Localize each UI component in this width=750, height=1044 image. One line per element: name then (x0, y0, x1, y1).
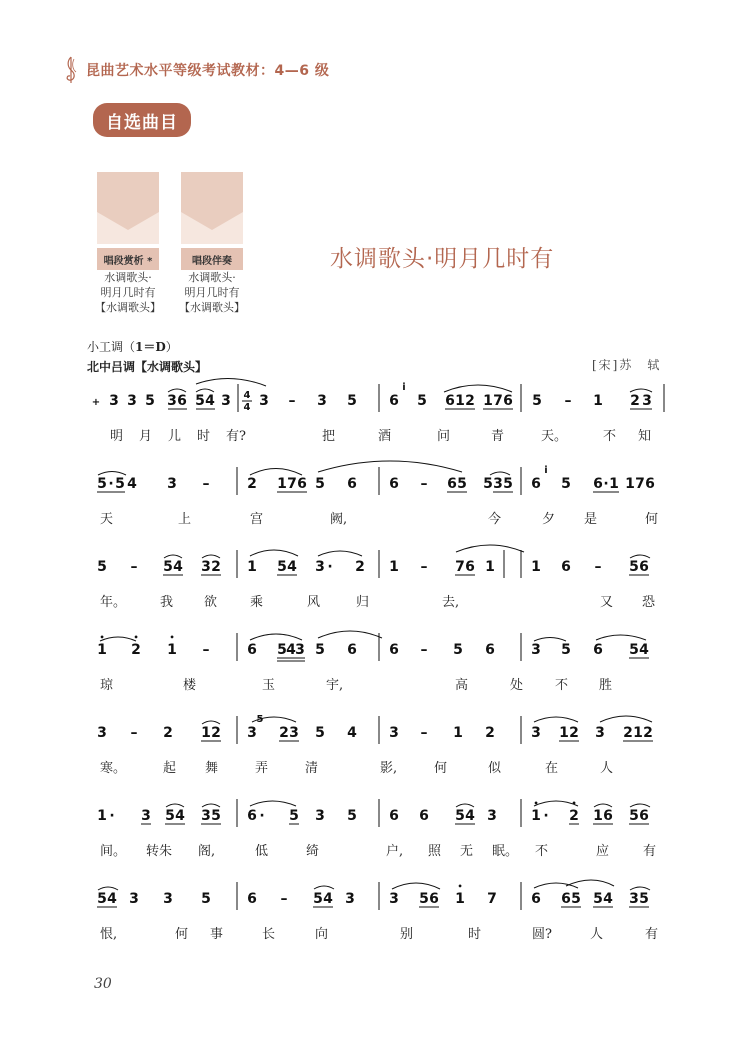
svg-text:5: 5 (483, 476, 493, 492)
lyric-syllable: 楼 (183, 678, 197, 693)
svg-text:3: 3 (315, 808, 325, 824)
svg-text:3: 3 (345, 891, 355, 907)
svg-text:5: 5 (347, 393, 357, 409)
svg-text:1: 1 (455, 393, 465, 409)
lyric-syllable: 处 (510, 678, 524, 693)
svg-text:2: 2 (569, 725, 579, 741)
svg-text:1: 1 (389, 559, 399, 575)
key-signature: 小工调（1＝D） (87, 340, 178, 354)
svg-text:1: 1 (633, 725, 643, 741)
lyric-syllable: 户, (386, 844, 404, 859)
svg-text:5: 5 (347, 808, 357, 824)
lyric-syllable: 去, (442, 595, 460, 610)
svg-text:2: 2 (279, 725, 289, 741)
svg-text:5: 5 (97, 891, 107, 907)
svg-text:–: – (420, 642, 428, 658)
lyric-syllable: 阁, (198, 844, 216, 859)
svg-text:3: 3 (201, 559, 211, 575)
svg-text:5: 5 (277, 559, 287, 575)
svg-text:–: – (202, 476, 210, 492)
svg-text:3: 3 (289, 725, 299, 741)
lyric-syllable: 转朱 (146, 844, 173, 859)
svg-text:6: 6 (297, 476, 307, 492)
lyric-syllable: 人 (590, 927, 604, 942)
svg-text:2: 2 (163, 725, 173, 741)
svg-text:2: 2 (643, 725, 653, 741)
score-row-1 (92, 378, 664, 413)
svg-text:1: 1 (201, 725, 211, 741)
svg-text:2: 2 (247, 476, 257, 492)
svg-text:7: 7 (493, 393, 503, 409)
svg-text:–: – (202, 642, 210, 658)
lyric-syllable: 玉 (262, 678, 276, 693)
svg-text:5: 5 (453, 642, 463, 658)
score-row-4 (97, 631, 649, 661)
lyric-syllable: 高 (455, 678, 469, 693)
svg-text:6: 6 (639, 808, 649, 824)
svg-text:6: 6 (389, 476, 399, 492)
svg-text:2: 2 (211, 725, 221, 741)
svg-text:3: 3 (295, 642, 305, 658)
svg-text:3: 3 (487, 808, 497, 824)
lyric-syllable: 应 (596, 844, 610, 859)
svg-text:6: 6 (247, 808, 257, 824)
section-badge: 自选曲目 (93, 103, 191, 137)
svg-text:4: 4 (243, 402, 251, 413)
lyric-syllable: 在 (545, 761, 559, 776)
svg-text:6: 6 (639, 559, 649, 575)
lyric-syllable: 天。 (541, 429, 568, 444)
svg-text:3: 3 (201, 808, 211, 824)
card-label: 唱段伴奏 (181, 248, 243, 270)
lyric-syllable: 不 (555, 678, 569, 693)
svg-text:4: 4 (175, 808, 185, 824)
svg-text:3: 3 (315, 559, 325, 575)
lyric-syllable: 天 (100, 512, 114, 527)
svg-text:5: 5 (97, 559, 107, 575)
score-row-2 (97, 461, 655, 495)
lyric-syllable: 时 (468, 927, 482, 942)
svg-text:6: 6 (465, 559, 475, 575)
svg-text:4: 4 (127, 476, 137, 492)
svg-text:1: 1 (97, 642, 107, 658)
svg-text:6: 6 (593, 476, 603, 492)
lyric-syllable: 归 (356, 595, 370, 610)
svg-text:•: • (99, 633, 105, 642)
lyric-syllable: 绮 (306, 844, 320, 859)
lyric-syllable: 年。 (100, 595, 127, 610)
lyric-syllable: 明 (110, 429, 124, 444)
svg-text:5: 5 (165, 808, 175, 824)
svg-text:4: 4 (243, 390, 251, 401)
svg-text:–: – (130, 559, 138, 575)
svg-text:6: 6 (389, 393, 399, 409)
svg-text:3: 3 (221, 393, 231, 409)
svg-text:2: 2 (211, 559, 221, 575)
lyric-syllable: 今 (488, 512, 502, 527)
svg-text:6: 6 (447, 476, 457, 492)
svg-text:5: 5 (97, 476, 107, 492)
svg-text:1: 1 (593, 808, 603, 824)
svg-text:·: · (603, 476, 609, 492)
lyric-syllable: 恨, (100, 927, 118, 942)
lyric-syllable: 胜 (599, 678, 613, 693)
svg-text:1: 1 (167, 642, 177, 658)
svg-text:5: 5 (277, 642, 287, 658)
svg-text:–: – (564, 393, 572, 409)
svg-text:·: · (543, 808, 549, 824)
svg-text:4: 4 (323, 891, 333, 907)
svg-text:3: 3 (109, 393, 119, 409)
svg-text:1: 1 (559, 725, 569, 741)
svg-text:•: • (533, 799, 539, 808)
lyric-syllable: 低 (255, 844, 269, 859)
lyric-syllable: 向 (315, 927, 329, 942)
lyric-syllable: 影, (380, 761, 398, 776)
svg-text:–: – (420, 559, 428, 575)
svg-text:–: – (280, 891, 288, 907)
svg-text:i: i (402, 382, 406, 393)
svg-text:4: 4 (287, 559, 297, 575)
svg-text:4: 4 (173, 559, 183, 575)
lyric-syllable: 事 (210, 927, 224, 942)
svg-text:3: 3 (141, 808, 151, 824)
svg-text:–: – (130, 725, 138, 741)
svg-text:3: 3 (97, 725, 107, 741)
svg-text:5: 5 (639, 891, 649, 907)
svg-text:6: 6 (347, 642, 357, 658)
svg-text:5: 5 (256, 714, 264, 725)
lyric-syllable: 夕 (542, 512, 556, 527)
lyric-syllable: 把 (322, 429, 336, 444)
svg-text:5: 5 (289, 808, 299, 824)
svg-text:•: • (571, 799, 577, 808)
lyric-syllable: 不 (535, 844, 549, 859)
lyric-syllable: 似 (488, 761, 502, 776)
lyric-syllable: 有? (226, 429, 246, 444)
svg-text:1: 1 (453, 725, 463, 741)
svg-text:5: 5 (561, 642, 571, 658)
svg-text:2: 2 (485, 725, 495, 741)
svg-text:1: 1 (247, 559, 257, 575)
lyric-syllable: 宫 (250, 512, 264, 527)
svg-text:5: 5 (115, 476, 125, 492)
lyric-syllable: 又 (600, 595, 614, 610)
svg-text:6: 6 (531, 476, 541, 492)
lyric-syllable: 儿 (168, 429, 182, 444)
lyric-syllable: 何 (175, 927, 189, 942)
lyric-syllable: 照 (428, 844, 442, 859)
lyric-syllable: 时 (197, 429, 211, 444)
svg-text:3: 3 (167, 393, 177, 409)
lyric-syllable: 眠。 (492, 844, 519, 859)
svg-text:6: 6 (419, 808, 429, 824)
svg-text:4: 4 (286, 642, 296, 658)
svg-text:3: 3 (629, 891, 639, 907)
svg-text:6: 6 (531, 891, 541, 907)
svg-text:1: 1 (531, 559, 541, 575)
svg-text:2: 2 (465, 393, 475, 409)
score-row-6 (97, 799, 650, 827)
svg-text:3: 3 (595, 725, 605, 741)
author-label: [宋]苏 轼 (592, 358, 662, 372)
svg-text:3: 3 (531, 725, 541, 741)
lyric-syllable: 别 (400, 927, 414, 942)
svg-text:3: 3 (317, 393, 327, 409)
svg-text:7: 7 (455, 559, 465, 575)
svg-text:1: 1 (277, 476, 287, 492)
svg-text:4: 4 (347, 725, 357, 741)
svg-text:4: 4 (639, 642, 649, 658)
lyric-syllable: 有 (643, 844, 657, 859)
svg-text:5: 5 (629, 642, 639, 658)
svg-text:4: 4 (107, 891, 117, 907)
lyric-syllable: 风 (307, 595, 321, 610)
svg-text:5: 5 (455, 808, 465, 824)
card-label: 唱段赏析 * (97, 248, 159, 270)
svg-text:5: 5 (457, 476, 467, 492)
svg-text:6: 6 (177, 393, 187, 409)
svg-text:5: 5 (313, 891, 323, 907)
svg-text:6: 6 (561, 891, 571, 907)
svg-text:3: 3 (389, 725, 399, 741)
svg-text:4: 4 (465, 808, 475, 824)
svg-text:2: 2 (355, 559, 365, 575)
svg-text:•: • (169, 633, 175, 642)
lyric-syllable: 起 (163, 761, 177, 776)
svg-text:1: 1 (485, 559, 495, 575)
svg-text:3: 3 (259, 393, 269, 409)
svg-text:3: 3 (163, 891, 173, 907)
svg-text:2: 2 (569, 808, 579, 824)
svg-text:3: 3 (493, 476, 503, 492)
lyric-syllable: 不 (603, 429, 617, 444)
header-title: 昆曲艺术水平等级考试教材：4—6 级 (86, 63, 330, 79)
lyric-syllable: 宇, (326, 678, 344, 693)
lyric-syllable: 上 (178, 512, 192, 527)
svg-text:1: 1 (483, 393, 493, 409)
svg-text:6: 6 (503, 393, 513, 409)
svg-text:i: i (544, 465, 548, 476)
svg-text:–: – (420, 476, 428, 492)
lyric-syllable: 阙, (330, 512, 348, 527)
svg-text:•: • (457, 882, 463, 891)
svg-text:3: 3 (247, 725, 257, 741)
svg-text:6: 6 (593, 642, 603, 658)
svg-text:5: 5 (163, 559, 173, 575)
svg-text:3: 3 (167, 476, 177, 492)
svg-text:·: · (109, 808, 115, 824)
svg-text:5: 5 (315, 725, 325, 741)
lyric-syllable: 弄 (255, 761, 269, 776)
svg-text:1: 1 (625, 476, 635, 492)
lyric-syllable: 何 (645, 512, 659, 527)
svg-text:–: – (594, 559, 602, 575)
svg-text:·: · (259, 808, 265, 824)
lyric-syllable: 圆? (532, 927, 552, 942)
svg-text:6: 6 (603, 808, 613, 824)
lyric-syllable: 有 (645, 927, 659, 942)
svg-text:1: 1 (455, 891, 465, 907)
svg-text:6: 6 (247, 642, 257, 658)
svg-text:5: 5 (315, 476, 325, 492)
svg-text:5: 5 (629, 808, 639, 824)
svg-text:5: 5 (629, 559, 639, 575)
lyric-syllable: 问 (437, 429, 451, 444)
svg-text:4: 4 (205, 393, 215, 409)
song-title: 水调歌头·明月几时有 (330, 246, 555, 272)
lyric-syllable: 清 (305, 761, 319, 776)
svg-text:1: 1 (609, 476, 619, 492)
svg-text:6: 6 (389, 808, 399, 824)
svg-text:–: – (288, 393, 296, 409)
svg-text:·: · (108, 476, 114, 492)
svg-text:+: + (91, 397, 101, 408)
svg-text:6: 6 (561, 559, 571, 575)
card-caption: 水调歌头· 明月几时有 【水调歌头】 (95, 271, 161, 314)
svg-text:7: 7 (287, 476, 297, 492)
svg-text:5: 5 (419, 891, 429, 907)
svg-text:2: 2 (630, 393, 640, 409)
svg-text:5: 5 (417, 393, 427, 409)
svg-text:2: 2 (623, 725, 633, 741)
svg-text:3: 3 (389, 891, 399, 907)
svg-text:5: 5 (561, 476, 571, 492)
svg-text:6: 6 (645, 476, 655, 492)
mode-label: 北中吕调【水调歌头】 (87, 360, 208, 374)
lyric-syllable: 琼 (100, 678, 114, 693)
svg-text:5: 5 (315, 642, 325, 658)
svg-text:3: 3 (127, 393, 137, 409)
svg-text:7: 7 (487, 891, 497, 907)
svg-text:1: 1 (97, 808, 107, 824)
svg-text:6: 6 (445, 393, 455, 409)
lyric-syllable: 无 (460, 844, 474, 859)
lyric-syllable: 恐 (642, 595, 656, 610)
svg-text:4: 4 (603, 891, 613, 907)
svg-text:3: 3 (129, 891, 139, 907)
card-caption: 水调歌头· 明月几时有 【水调歌头】 (179, 271, 245, 314)
svg-text:7: 7 (635, 476, 645, 492)
svg-text:1: 1 (531, 808, 541, 824)
svg-text:5: 5 (211, 808, 221, 824)
svg-text:2: 2 (131, 642, 141, 658)
lyric-syllable: 舞 (205, 761, 219, 776)
lyric-syllable: 长 (262, 927, 276, 942)
lyric-syllable: 是 (584, 512, 598, 527)
score-row-5 (97, 714, 653, 744)
svg-text:6: 6 (389, 642, 399, 658)
lyric-syllable: 知 (638, 429, 652, 444)
lyric-syllable: 寒。 (100, 761, 127, 776)
svg-text:3: 3 (531, 642, 541, 658)
lyric-syllable: 酒 (378, 429, 392, 444)
svg-text:6: 6 (429, 891, 439, 907)
lyric-syllable: 欲 (204, 595, 218, 610)
svg-text:6: 6 (347, 476, 357, 492)
lyric-syllable: 乘 (250, 595, 264, 610)
score-row-7 (97, 880, 650, 910)
svg-text:6: 6 (247, 891, 257, 907)
svg-text:3: 3 (642, 393, 652, 409)
lyric-syllable: 间。 (100, 844, 127, 859)
page-number: 30 (94, 976, 112, 992)
lyric-syllable: 青 (491, 429, 505, 444)
svg-text:·: · (327, 559, 333, 575)
svg-text:1: 1 (593, 393, 603, 409)
svg-text:5: 5 (503, 476, 513, 492)
svg-text:•: • (133, 633, 139, 642)
svg-text:6: 6 (485, 642, 495, 658)
svg-text:5: 5 (532, 393, 542, 409)
svg-text:5: 5 (195, 393, 205, 409)
svg-text:5: 5 (593, 891, 603, 907)
score-row-3 (97, 545, 650, 578)
lyric-syllable: 人 (600, 761, 614, 776)
svg-text:5: 5 (145, 393, 155, 409)
lyric-syllable: 月 (139, 429, 153, 444)
lyric-syllable: 我 (160, 595, 174, 610)
lyric-syllable: 何 (434, 761, 448, 776)
svg-text:5: 5 (201, 891, 211, 907)
svg-text:–: – (420, 725, 428, 741)
svg-text:5: 5 (571, 891, 581, 907)
